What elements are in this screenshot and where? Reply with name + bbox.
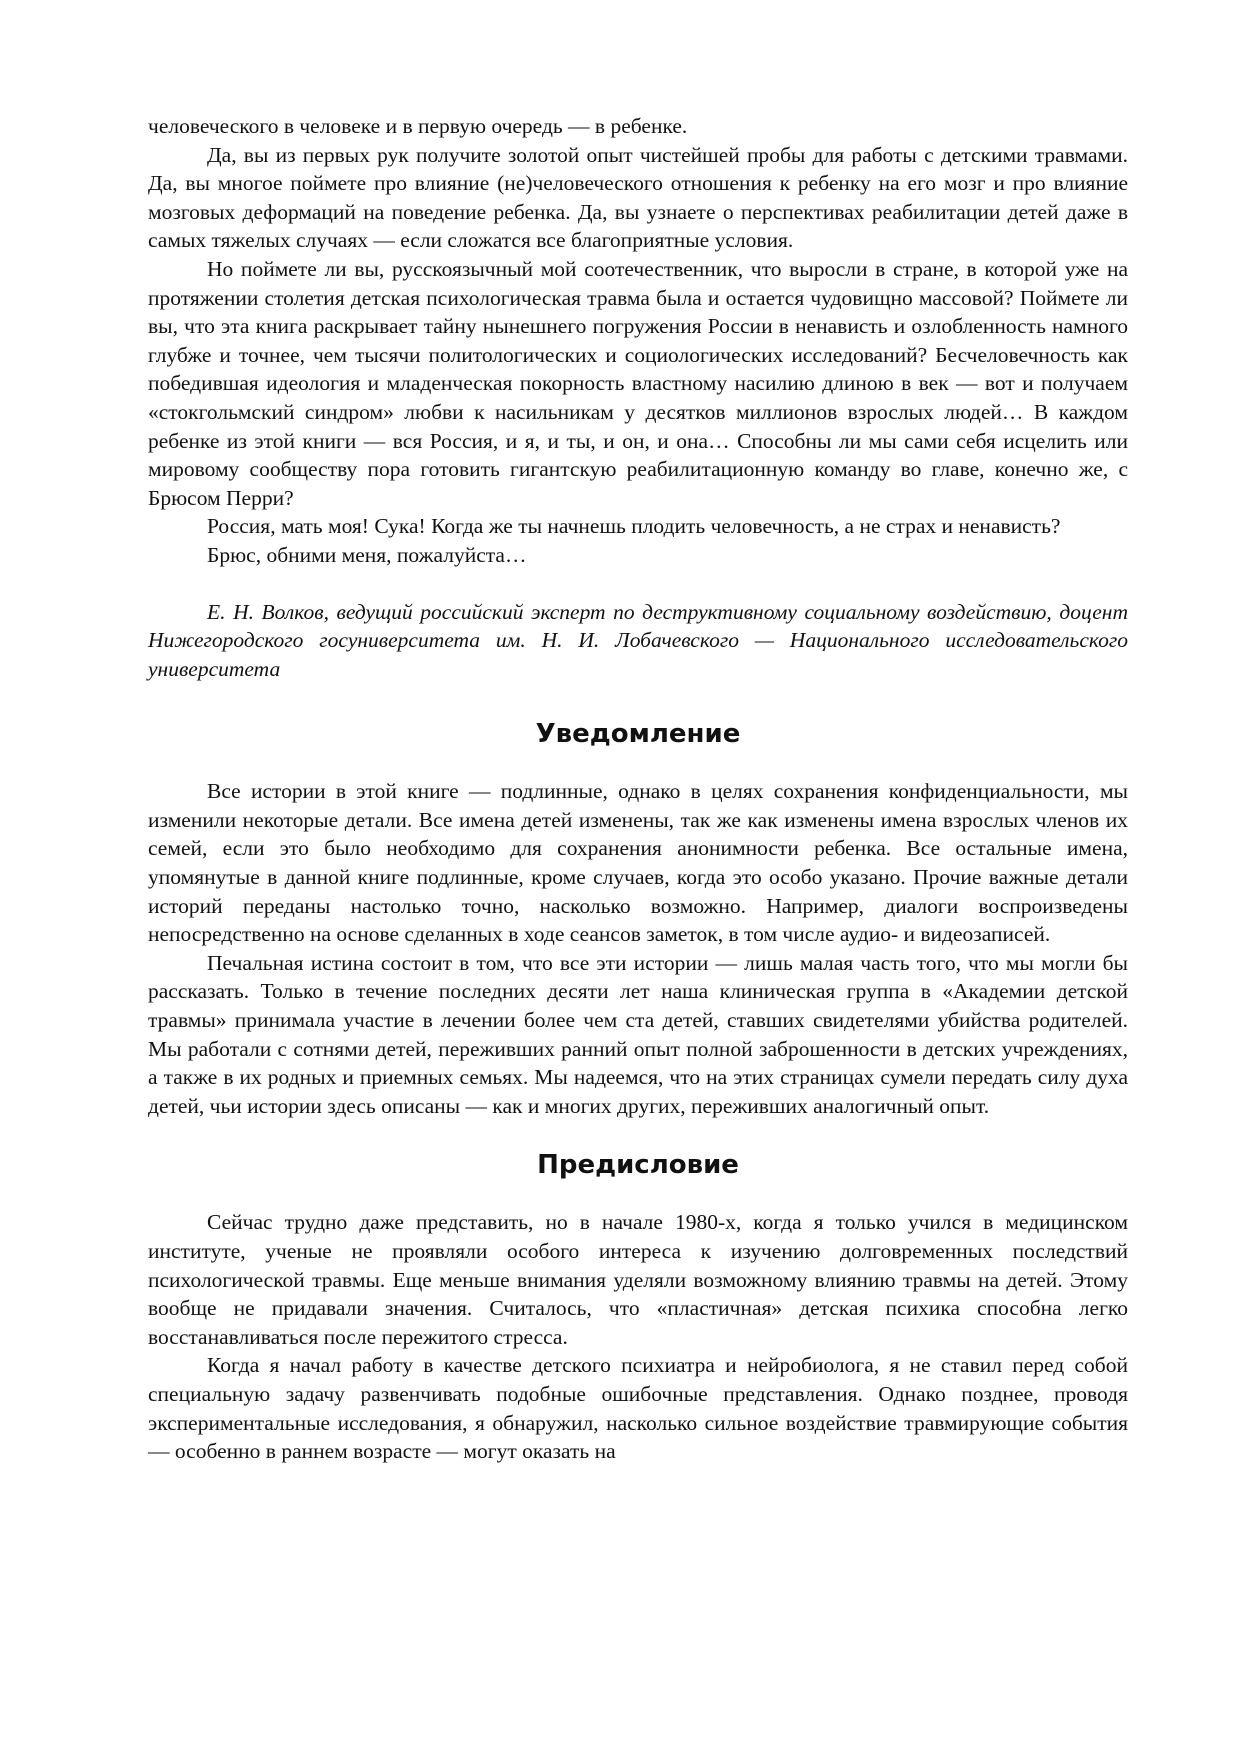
- notice-paragraph: Печальная истина состоит в том, что все эти истории — лишь малая часть того, что мы могли бы рассказать. Только в течение последних десяти лет наша клиническая группа в «Академии детской травмы» принимала участие в лечении более чем ста детей, ставших свидетелями убийства родителей. Мы работали с сотнями детей, переживших ранний опыт полной заброшенности в детских учреждениях, а также в их родных и приемных семьях. Мы надеемся, что на этих страницах сумели передать силу духа детей, чьи истории здесь описаны — как и многих других, переживших аналогичный опыт.: [148, 950, 1128, 1118]
- preface-paragraph: Сейчас трудно даже представить, но в начале 1980-х, когда я только учился в медицинском институте, ученые не проявляли особого интереса к изучению долговременных последствий психологической травмы. Еще меньше внимания уделяли возможному влиянию травмы на детей. Этому вообще не придавали значения. Считалось, что «пластичная» детская психика способна легко восстанавливаться после пережитого стресса.: [148, 1210, 1128, 1349]
- intro-paragraph: Но поймете ли вы, русскоязычный мой соотечественник, что выросли в стране, в которой уже на протяжении столетия детская психологическая травма была и остается чудовищно массовой? Поймете ли вы, что эта книга раскрывает тайну нынешнего погружения России в ненависть и озлобленность намного глубже и точнее, чем тысячи политологических и социологических исследований? Бесчеловечность как победившая идеология и младенческая покорность властному насилию длиною в век — вот и получаем «стокгольмский синдром» любви к насильникам у десятков миллионов взрослых людей… В каждом ребенке из этой книги — вся Россия, и я, и ты, и он, и она… Способны ли мы сами себя исцелить или мировому сообществу пора готовить гигантскую реабилитационную команду во главе, конечно же, с Брюсом Перри?: [148, 256, 1128, 510]
- author-signature: Е. Н. Волков, ведущий российский эксперт по деструктивному социальному воздействию, доцент Нижегородского госуниверситета им. Н. И. Лобачевского — Национального исследовательского университета: [148, 599, 1128, 681]
- preface-heading: Предисловие: [537, 1150, 739, 1181]
- notice-heading: Уведомление: [535, 719, 741, 750]
- intro-paragraph: Россия, мать моя! Сука! Когда же ты начнешь плодить человечность, а не страх и ненависть?: [207, 514, 1061, 539]
- preface-section: [148, 1148, 1128, 1465]
- notice-paragraph: Все истории в этой книге — подлинные, однако в целях сохранения конфиденциальности, мы изменили некоторые детали. Все имена детей изменены, так же как изменены имена взрослых членов их семей, если это было необходимо для сохранения анонимности ребенка. Все остальные имена, упомянутые в данной книге подлинные, кроме случаев, когда это особо указано. Прочие важные детали историй переданы настолько точно, насколько возможно. Например, диалоги воспроизведены непосредственно на основе сделанных в ходе сеансов заметок, в том числе аудио- и видеозаписей.: [148, 779, 1128, 947]
- preface-paragraph: Когда я начал работу в качестве детского психиатра и нейробиолога, я не ставил перед собой специальную задачу развенчивать подобные ошибочные представления. Однако позднее, проводя экспериментальные исследования, я обнаружил, насколько сильное воздействие травмирующие события — особенно в раннем возрасте — могут оказать на: [148, 1353, 1128, 1464]
- notice-section: [148, 717, 1128, 1120]
- intro-section: [148, 112, 1128, 683]
- intro-paragraph: Брюс, обними меня, пожалуйста…: [207, 542, 527, 567]
- intro-paragraph: Да, вы из первых рук получите золотой опыт чистейшей пробы для работы с детскими травмами. Да, вы многое поймете про влияние (не)человеческого отношения к ребенку на его мозг и про влияние мозговых деформаций на поведение ребенка. Да, вы узнаете о перспективах реабилитации детей даже в самых тяжелых случаях — если сложатся все благоприятные условия.: [148, 142, 1128, 253]
- intro-paragraph-continued: человеческого в человеке и в первую очередь — в ребенке.: [148, 114, 688, 138]
